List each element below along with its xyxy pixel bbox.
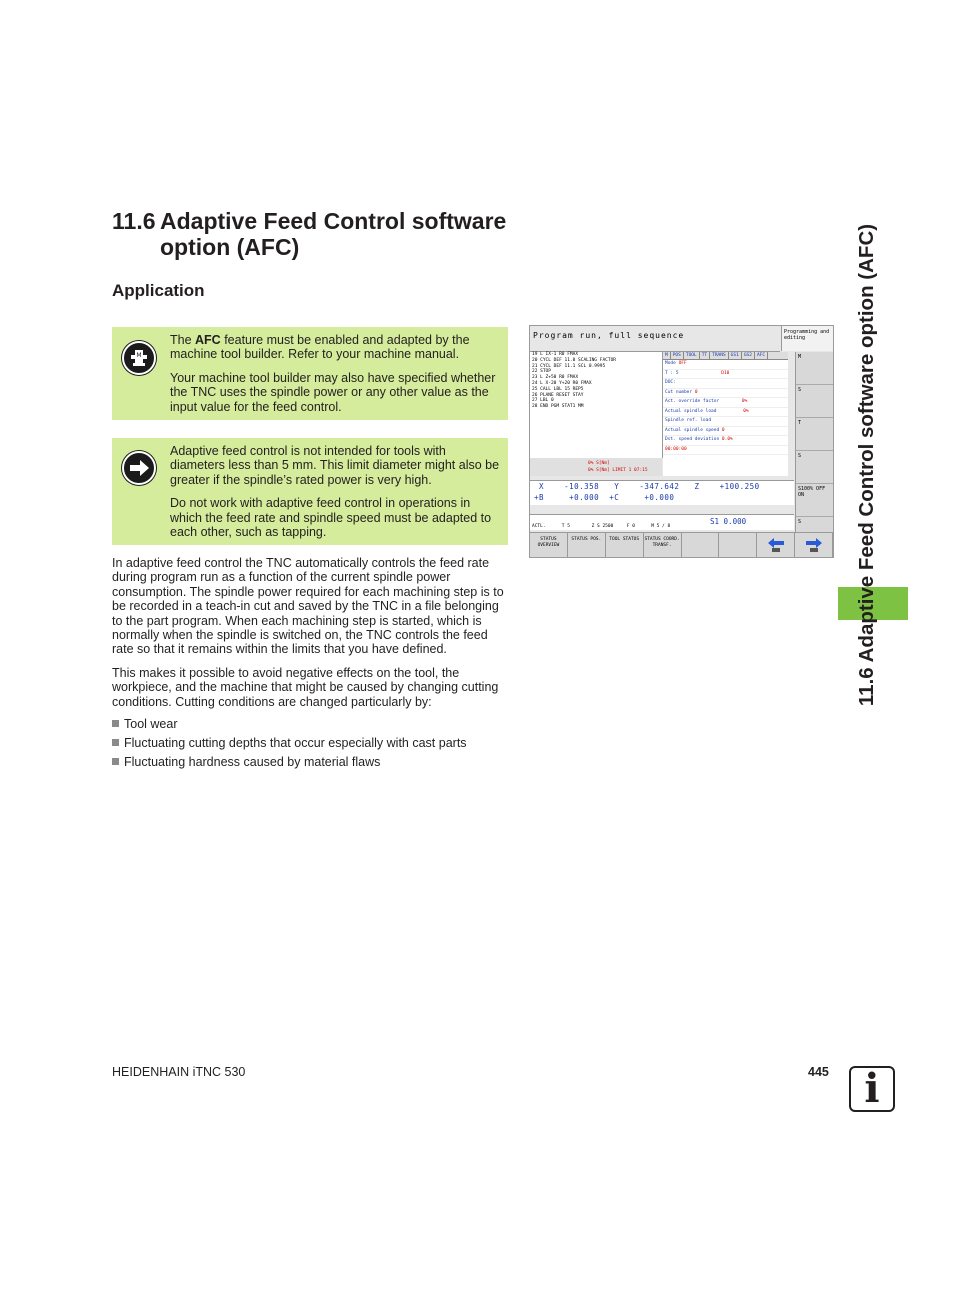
- list-item: Fluctuating cutting depths that occur especially with cast parts: [112, 736, 512, 750]
- tab-gs1[interactable]: GS1: [729, 352, 742, 359]
- softkey-status-overview[interactable]: STATUS OVERVIEW: [530, 533, 568, 558]
- side-key[interactable]: S100% OFF ON: [796, 484, 834, 517]
- arrow-right-icon: [122, 451, 156, 485]
- tab-pos[interactable]: POS: [671, 352, 684, 359]
- note-machine-manual: [112, 327, 508, 420]
- status-row: DOC:: [663, 379, 788, 389]
- list-item: Fluctuating hardness caused by material flaws: [112, 755, 512, 769]
- running-header-text: 11.6 Adaptive Feed Control software option (AFC): [855, 223, 878, 707]
- program-line: 19 L IX-1 R0 FMAX: [532, 352, 579, 357]
- side-key[interactable]: S: [796, 451, 834, 484]
- list-item: Tool wear: [112, 717, 512, 731]
- bullet-list: [112, 717, 512, 774]
- program-line: 28 END PGM STAT1 MM: [532, 404, 584, 410]
- bullet-square-icon: [112, 758, 119, 765]
- svg-text:M: M: [136, 352, 142, 359]
- screen-mode: Programming and editing: [781, 326, 833, 351]
- program-line: 20 CYCL DEF 11.0 SCALING FACTOR: [532, 357, 616, 363]
- spindle-display: S1 0.000 ACTL. T 5 Z S 2500 F 0 M 5 / 8: [530, 514, 794, 530]
- side-key[interactable]: S: [796, 385, 834, 418]
- load-display: 0% S[Nm] 0% S[Nm] LIMIT 1 07:15: [530, 458, 662, 476]
- body-text: [112, 556, 512, 718]
- program-line: 21 CYCL DEF 11.1 SCL 0.9995: [532, 363, 606, 369]
- position-display: [530, 480, 794, 505]
- body-paragraph1: In adaptive feed control the TNC automatically controls the feed rate during program run as a function of the current spindle power consumption. The spindle power required for each machining step is to be recorded in a teach-in cut and saved by the TNC in a file belonging to the part program. When each machining step is started, which is normally when the spindle is switched on, the TNC controls the feed rate so that it remains within the limits that you have defined.: [112, 556, 504, 657]
- page-number: 445: [808, 1065, 829, 1079]
- info-icon: i: [849, 1066, 895, 1112]
- body-paragraph2: This makes it possible to avoid negative effects on the tool, the workpiece, and the machine that might be caused by changing cutting conditions. Cutting conditions are changed particularly by:: [112, 665, 499, 709]
- section-title-line1: Adaptive Feed Control software: [160, 208, 507, 234]
- status-row: 00:00:00: [663, 446, 788, 456]
- program-line: 23 L Z+50 R0 FMAX: [532, 375, 579, 381]
- side-key[interactable]: T: [796, 418, 834, 451]
- note1-text-post: feature must be enabled and adapted by the machine tool builder. Refer to your machine manual.: [170, 333, 470, 362]
- bullet-square-icon: [112, 720, 119, 727]
- note1-text-pre: The: [170, 333, 196, 347]
- section-number: 11.6: [112, 208, 156, 234]
- softkey-tool-status[interactable]: TOOL STATUS: [606, 533, 644, 558]
- status-row: Actual spindle load 0%: [663, 408, 788, 418]
- status-row: Mode OFF: [663, 360, 788, 370]
- status-panel: [663, 352, 788, 476]
- program-line: 26 PLANE RESET STAY: [532, 392, 584, 398]
- subsection-title: Application: [112, 281, 205, 300]
- program-line: 22 STOP: [532, 369, 551, 375]
- footer-title: HEIDENHAIN iTNC 530: [112, 1065, 246, 1079]
- tab-tool[interactable]: TOOL: [684, 352, 700, 359]
- program-line: 27 LBL 0: [532, 398, 554, 404]
- softkey-empty[interactable]: [682, 533, 720, 558]
- screen-header: Program run, full sequence: [530, 326, 780, 352]
- section-title-line2: option (AFC): [160, 234, 300, 260]
- screen-side-keys: [795, 352, 834, 532]
- tab-tt[interactable]: TT: [700, 352, 710, 359]
- status-row: Actual spindle speed 0: [663, 427, 788, 437]
- tab-trans[interactable]: TRANS: [710, 352, 729, 359]
- status-row: Spindle ref. load: [663, 417, 788, 427]
- coords-line: X -10.358 Y -347.642 Z +100.250: [534, 482, 760, 491]
- side-key[interactable]: M: [796, 352, 834, 385]
- program-line: 25 CALL LBL 15 REP5: [532, 386, 584, 392]
- status-row: Cut number 0: [663, 389, 788, 399]
- program-listing: [530, 352, 663, 458]
- status-row: Dst. speed deviation 0.0%: [663, 436, 788, 446]
- softkey-status-pos[interactable]: STATUS POS.: [568, 533, 606, 558]
- running-header: [838, 170, 896, 760]
- status-tabs: [663, 352, 788, 360]
- note2-paragraph1: Adaptive feed control is not intended for tools with diameters less than 5 mm. This limit diameter might also be greater if the spindle’s rated power is very high.: [170, 444, 500, 487]
- tab-afc[interactable]: AFC: [755, 352, 768, 359]
- status-row: T : 5 D10: [663, 370, 788, 380]
- note1-paragraph2: Your machine tool builder may also have specified whether the TNC uses the spindle power or any other value as the input value for the feed control.: [170, 370, 496, 414]
- status-row: Act. override factor 0%: [663, 398, 788, 408]
- side-key[interactable]: S: [798, 519, 802, 525]
- machine-builder-icon: [122, 341, 156, 375]
- softkey-status-coord[interactable]: STATUS COORD. TRANSF.: [644, 533, 682, 558]
- note-warning: [112, 438, 508, 545]
- tnc-screenshot: [529, 325, 834, 558]
- softkey-row: [530, 532, 833, 558]
- softkey-empty[interactable]: [719, 533, 757, 558]
- tab-m[interactable]: M: [663, 352, 671, 359]
- softkey-forward-icon[interactable]: [795, 533, 833, 558]
- section-title: [112, 208, 532, 260]
- coords-line: +B +0.000 +C +0.000: [534, 493, 675, 502]
- program-line: 24 L X-20 Y+20 R0 FMAX: [532, 380, 592, 386]
- tab-gs2[interactable]: GS2: [742, 352, 755, 359]
- note2-paragraph2: Do not work with adaptive feed control in operations in which the feed rate and spindle speed must be adapted to each other, such as tapping.: [170, 496, 492, 540]
- note1-afc: AFC: [195, 333, 221, 347]
- bullet-square-icon: [112, 739, 119, 746]
- softkey-back-icon[interactable]: [757, 533, 795, 558]
